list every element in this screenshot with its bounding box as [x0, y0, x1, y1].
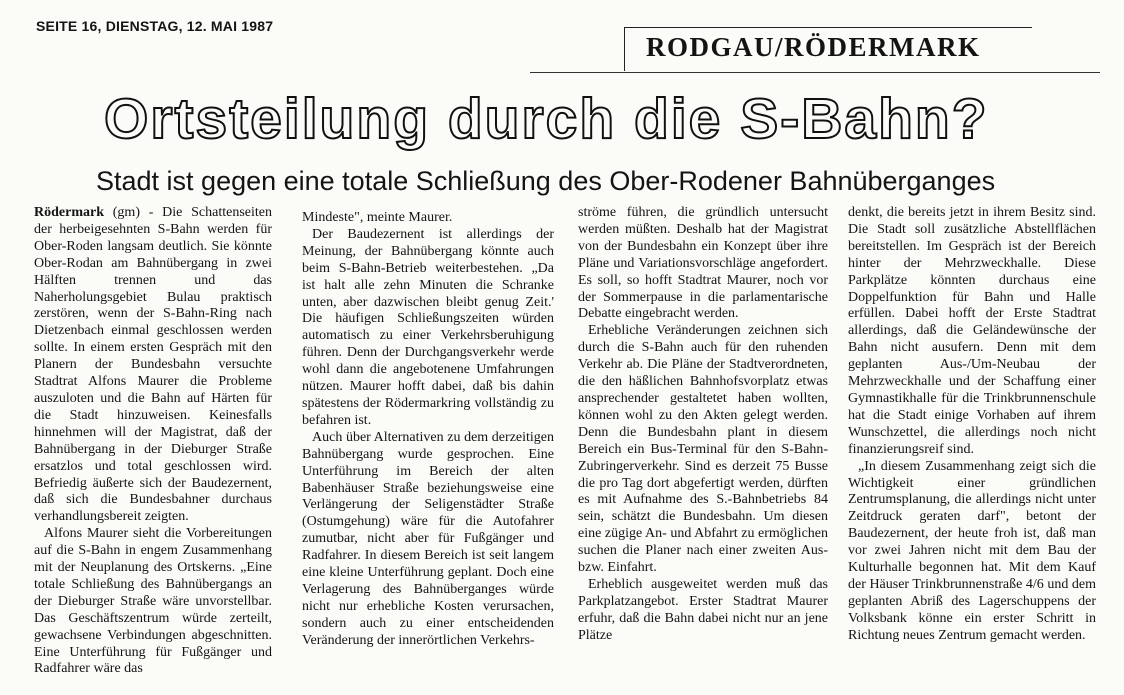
author-initials: (gm)	[112, 205, 140, 220]
paragraph: Der Baudezernent ist allerdings der Meinung, der Bahnübergang könnte auch beim S-Bahn-Betrieb weiterbestehen. „Da ist halt alle zehn Minuten die Schranke unten, aber dazwischen bleibt genug Zeit.' Die häufigen Schließungszeiten würden automatisch zu einer Verkehrsberuhigung führen. Denn der Durchgangsverkehr werde wohl dann die angebotenene Umfahrungen nützen. Maurer hofft dabei, daß bis dahin spätestens der Rödermarkring vollständig zu befahren ist.	[302, 226, 554, 428]
article-column-3	[578, 205, 828, 690]
paragraph: Auch über Alternativen zu dem derzeitigen Bahnübergang wurde gesprochen. Eine Unterführung im Bereich der alten Babenhäuser Straße beziehungsweise eine Verlängerung der Seligenstädter Straße (Ostumgehung) wäre für die Autofahrer zumutbar, nicht aber für Fußgänger und Radfahrer. In diesem Bereich ist seit langem eine kleine Unterführung geplant. Doch eine Verlagerung des Bahnüberganges würde nicht nur erhebliche Kosten verursachen, sondern auch zu einer entscheidenden Veränderung der innerörtlichen Verkehrs-	[302, 429, 554, 648]
paragraph: Erhebliche Veränderungen zeichnen sich durch die S-Bahn auch für den ruhenden Verkehr ab. Die Pläne der Stadtverordneten, die den häßlichen Bahnhofsvorplatz etwas ansprechender gestaltetet haben wollten, können wohl zu den Akten gelegt werden. Denn die Bundesbahn plant in diesem Bereich ein Bus-Terminal für den S-Bahn-Zubringerverkehr. Sind es derzeit 75 Busse die pro Tag dort abgefertigt werden, dürften es mit Aufnahme des S.-Bahnbetriebs 84 sein, schätzt die Bundesbahn. Um diesen eine zügige An- und Abfahrt zu ermöglichen suchen die Planer nach einer zweiten Aus- bzw. Einfahrt.	[578, 323, 828, 576]
article-column-1	[34, 205, 272, 690]
article-column-4	[848, 205, 1096, 690]
article-column-2	[302, 210, 554, 695]
paragraph: „In diesem Zusammenhang zeigt sich die Wichtigkeit einer gründlichen Zentrumsplanung, die allerdings nicht unter Zeitdruck geraten darf", betont der Baudezernent, der heute froh ist, daß man vor zwei Jahren nicht mit dem Bau der Kulturhalle begonnen hat. Mit dem Kauf der Häuser Trinkbrunnenstraße 4/6 und dem geplanten Abriß des Lagerschuppens der Volksbank könne ein erster Schritt in Richtung neues Zentrum gemacht werden.	[848, 458, 1096, 643]
paragraph: Mindeste", meinte Maurer.	[302, 210, 453, 225]
top-rule	[530, 72, 1100, 73]
paragraph: ströme führen, die gründlich untersucht werden müßten. Deshalb hat der Magistrat von der Bundesbahn ein Konzept über ihre Pläne und Variationsvorschläge angefordert. Es soll, so hofft Stadtrat Maurer, noch vor der Sommerpause in die parlamentarische Debatte eingebracht werden.	[578, 205, 828, 322]
subheadline: Stadt ist gegen eine totale Schließung des Ober-Rodener Bahnüberganges	[96, 166, 996, 196]
paragraph: Erheblich ausgeweitet werden muß das Parkplatzangebot. Erster Stadtrat Maurer erfuhr, daß die Bahn dabei nicht nur an jene Plätze	[578, 576, 828, 643]
section-title: RODGAU/RÖDERMARK	[646, 32, 981, 62]
headline: Ortsteilung durch die S-Bahn?	[104, 87, 989, 151]
dateline-lead: Rödermark	[34, 205, 104, 220]
paragraph: - Die Schattenseiten der herbeigesehnten S-Bahn werden für Ober-Roden langsam deutlich. Sie könnte Ober-Rodan am Bahnübergang in zwei Hälften trennen und das Naherholungsgebiet Bulau praktisch zerstören, wenn der S-Bahn-Ring nach Dietzenbach einmal geschlossen werden sollte. In einem ersten Gespräch mit den Planern der Bundesbahn versuchte Stadtrat Alfons Maurer die Probleme auszuloten und die Bahn auf Härten für die Stadt hinzuweisen. Keinesfalls hinnehmen will der Magistrat, daß der Bahnübergang in der Dieburger Straße ersatzlos und total geschlossen wird. Befriedig äußerte sich der Baudezernent, daß sich die Bundesbahner durchaus verhandlungsbereit zeigten.	[34, 205, 272, 525]
dateline: SEITE 16, DIENSTAG, 12. MAI 1987	[36, 18, 274, 34]
paragraph: Alfons Maurer sieht die Vorbereitungen auf die S-Bahn in engem Zusammenhang mit der Neuplanung des Ortskerns. „Eine totale Schließung des Bahnübergangs an der Dieburger Straße wäre unvorstellbar. Das Geschäftszentrum würde zerteilt, gewachsene Verbindungen abgeschnitten. Eine Unterführung für Fußgänger und Radfahrer wäre das	[34, 526, 272, 677]
paragraph: denkt, die bereits jetzt in ihrem Besitz sind. Die Stadt soll zusätzliche Abstellflächen bereitstellen. Im Gespräch ist der Bereich hinter der Mehrzweckhalle. Diese Parkplätze könnten durchaus eine Doppelfunktion für Bahn und Halle erfüllen. Dabei hofft der Erste Stadtrat allerdings, daß die Geländewünsche der Bahn nicht ausufern. Denn mit dem geplanten Aus-/Um-Neubau der Mehrzweckhalle und der Schaffung einer Gymnastikhalle für die Trinkbrunnenschule hat die Stadt einige Vorhaben auf ihrem Wunschzettel, die allerdings noch nicht finanzierungsreif sind.	[848, 205, 1096, 457]
